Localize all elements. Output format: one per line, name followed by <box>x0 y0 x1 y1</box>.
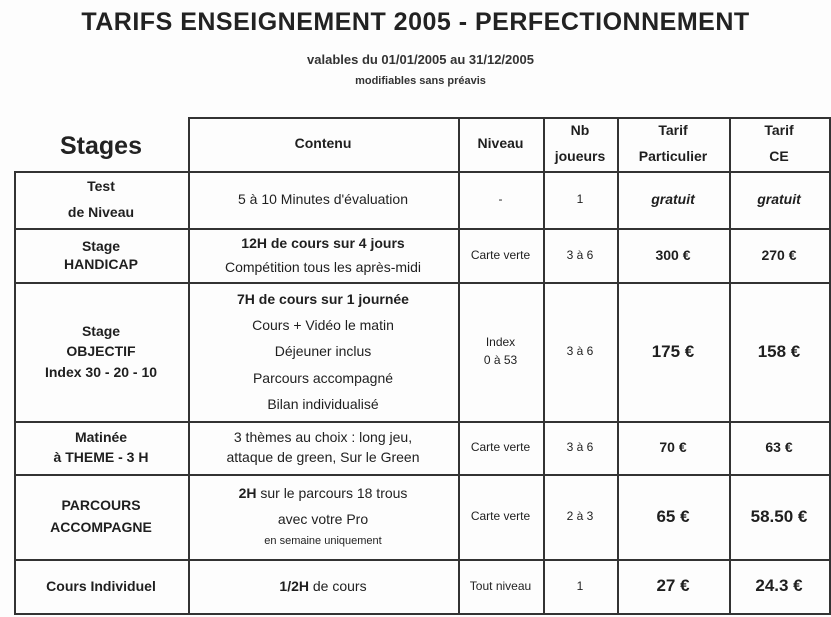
row-players: 3 à 6 <box>566 440 594 454</box>
row-name: Stage HANDICAP <box>64 237 138 272</box>
row-content: 3 thèmes au choix : long jeu, attaque de green, Sur le Green <box>226 428 420 465</box>
row-players: 1 <box>576 192 584 206</box>
row-content: 5 à 10 Minutes d'évaluation <box>237 191 408 208</box>
row-level: Carte verte <box>470 440 531 454</box>
header-nb-joueurs: Nb joueurs <box>554 122 606 164</box>
row-name: Stage OBJECTIF Index 30 - 20 - 10 <box>44 323 158 380</box>
row-players: 3 à 6 <box>566 247 594 262</box>
row-name: Cours Individuel <box>46 577 156 594</box>
row-price-particulier: 27 € <box>656 576 690 596</box>
row-content: 7H de cours sur 1 journée Cours + Vidéo le matin Déjeuner inclus Parcours accompagné Bilan individualisé <box>237 290 409 412</box>
row-price-particulier: 175 € <box>651 341 695 361</box>
row-price-ce: 24.3 € <box>755 576 803 596</box>
row-level: Carte verte <box>470 509 531 523</box>
header-contenu: Contenu <box>294 135 352 152</box>
row-price-ce: 63 € <box>765 439 793 456</box>
row-players: 2 à 3 <box>566 509 594 523</box>
header-niveau: Niveau <box>477 135 524 152</box>
row-level: - <box>498 192 503 206</box>
row-price-ce: 270 € <box>761 246 797 263</box>
row-price-particulier: 65 € <box>656 506 690 526</box>
row-players: 1 <box>576 578 584 593</box>
validity-period: valables du 01/01/2005 au 31/12/2005 <box>307 52 534 67</box>
header-stages: Stages <box>60 131 142 160</box>
row-level: Tout niveau <box>469 578 532 593</box>
row-name: Test de Niveau <box>67 177 135 220</box>
document-title: TARIFS ENSEIGNEMENT 2005 - PERFECTIONNEMENT <box>81 8 750 36</box>
row-name: PARCOURS ACCOMPAGNE <box>50 496 152 535</box>
header-tarif-particulier: Tarif Particulier <box>638 122 708 164</box>
row-price-particulier: 300 € <box>655 246 691 263</box>
row-price-ce: 58.50 € <box>750 506 808 526</box>
row-content: 12H de cours sur 4 jours Compétition tous les après-midi <box>224 234 422 275</box>
row-price-ce: gratuit <box>757 191 801 208</box>
header-tarif-ce: Tarif CE <box>764 122 794 164</box>
row-content: 2H sur le parcours 18 trous avec votre Pro en semaine uniquement <box>238 485 408 547</box>
row-content: 1/2H de cours <box>279 577 367 594</box>
row-level: Index 0 à 53 <box>483 335 518 367</box>
row-price-particulier: gratuit <box>651 191 695 208</box>
row-price-ce: 158 € <box>757 341 801 361</box>
row-level: Carte verte <box>470 247 531 262</box>
notice-text: modifiables sans préavis <box>355 75 486 87</box>
row-name: Matinée à THEME - 3 H <box>53 428 149 465</box>
row-players: 3 à 6 <box>566 344 594 358</box>
row-price-particulier: 70 € <box>659 439 687 456</box>
